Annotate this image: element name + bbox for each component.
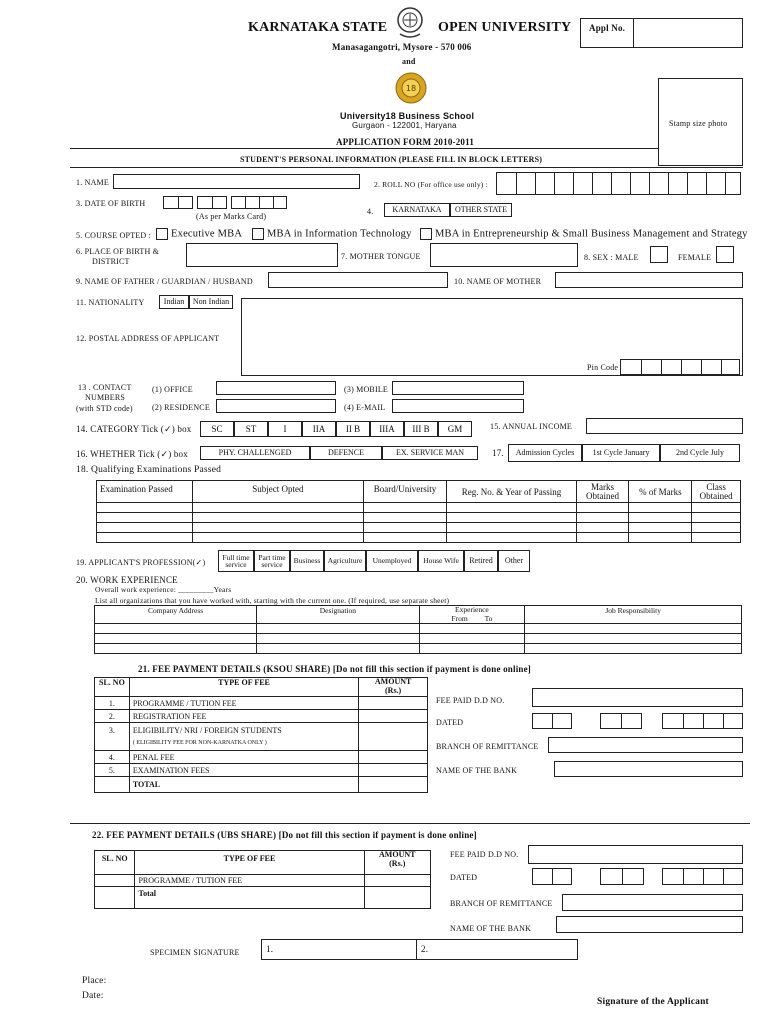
item17-label: 17.	[492, 448, 504, 458]
table-row[interactable]: Total	[95, 887, 431, 909]
school-name: University18 Business School	[340, 111, 475, 121]
nationality-label: 11. NATIONALITY	[76, 298, 145, 307]
course-opted-label: 5. COURSE OPTED :	[76, 231, 151, 240]
annual-income-label: 15. ANNUAL INCOME	[490, 422, 572, 431]
signature-field-1[interactable]	[261, 939, 417, 960]
postal-address-label: 12. POSTAL ADDRESS OF APPLICANT	[76, 334, 220, 343]
table-row[interactable]	[95, 644, 742, 654]
karnataka-option[interactable]: KARNATAKA	[384, 203, 450, 217]
work-header-experience	[419, 606, 525, 624]
tick-icon: ✓	[195, 558, 203, 567]
qual-header-regno: Reg. No. & Year of Passing	[447, 481, 576, 503]
work-experience-label: 20. WORK EXPERIENCE	[76, 575, 178, 585]
father-name-field[interactable]	[268, 272, 448, 288]
sex-label: 8. SEX : MALE	[584, 253, 639, 262]
category-st[interactable]: ST	[234, 421, 268, 437]
course-option-executive-mba[interactable]: Executive MBA	[156, 228, 242, 240]
table-row[interactable]: TOTAL	[95, 777, 428, 793]
fee21-date-year[interactable]	[662, 713, 743, 729]
fee21-bank-field[interactable]	[554, 761, 743, 777]
table-row[interactable]: 4. PENAL FEE	[95, 751, 428, 764]
school-address: Gurgaon - 122001, Haryana	[352, 121, 457, 130]
dob-day-field[interactable]	[163, 196, 193, 209]
dob-year-field[interactable]	[231, 196, 287, 209]
fee21-dd-field[interactable]	[532, 688, 743, 707]
office-label: (1) OFFICE	[152, 385, 193, 394]
annual-income-field[interactable]	[586, 418, 743, 434]
contact-label-2: NUMBERS	[85, 393, 126, 402]
dob-month-field[interactable]	[197, 196, 227, 209]
qual-header-marks: Marks Obtained	[576, 481, 629, 503]
category-label: 14. CATEGORY Tick (✓) box	[76, 424, 192, 434]
fee21-branch-label: BRANCH OF REMITTANCE	[436, 742, 539, 751]
signature-1-label: 1.	[266, 944, 274, 954]
table-row[interactable]	[97, 513, 741, 523]
email-label: (4) E-MAIL	[344, 403, 386, 412]
list-organizations-label: List all organizations that you have worked with, starting with the current one. (If required, use separate sheet)	[95, 596, 450, 605]
profession-retired[interactable]: Retired	[464, 550, 498, 572]
dob-note: (As per Marks Card)	[196, 212, 267, 221]
qual-header-exam: Examination Passed	[97, 481, 193, 503]
section-divider	[70, 167, 743, 168]
fee22-branch-field[interactable]	[562, 894, 743, 911]
fee22-header-type: TYPE OF FEE	[135, 851, 364, 875]
signature-2-label: 2.	[421, 944, 429, 954]
fee21-table	[94, 677, 428, 793]
appl-no-label: Appl No.	[589, 23, 626, 33]
profession-business[interactable]: Business	[290, 550, 324, 572]
table-row[interactable]	[97, 503, 741, 513]
qual-header-subject: Subject Opted	[193, 481, 364, 503]
contact-label-3: (with STD code)	[76, 404, 133, 413]
email-field[interactable]	[392, 399, 524, 413]
qual-header-percent: % of Marks	[629, 481, 692, 503]
table-row[interactable]: 1. PROGRAMME / TUTION FEE	[95, 697, 428, 710]
qualifying-label: 18. Qualifying Examinations Passed	[76, 465, 222, 475]
category-iib[interactable]: II B	[336, 421, 370, 437]
fee22-table	[94, 850, 431, 909]
profession-full-time[interactable]: Full time service	[218, 550, 254, 572]
section-heading: STUDENT'S PERSONAL INFORMATION (PLEASE FILL IN BLOCK LETTERS)	[240, 155, 543, 164]
place-of-birth-field[interactable]	[186, 243, 338, 267]
fee22-header-amount: AMOUNT (Rs.)	[364, 851, 430, 875]
work-header-company: Company Address	[95, 606, 257, 624]
table-row[interactable]	[97, 523, 741, 533]
qualification-table	[96, 480, 741, 543]
pin-code-label: Pin Code	[587, 363, 619, 372]
fee22-header-sl: SL. NO	[95, 851, 135, 875]
profession-house-wife[interactable]: House Wife	[418, 550, 464, 572]
fee22-date-day[interactable]	[532, 868, 572, 885]
university-title-right: OPEN UNIVERSITY	[438, 20, 572, 35]
photo-box[interactable]	[658, 78, 743, 166]
ex-serviceman-option[interactable]: EX. SERVICE MAN	[382, 446, 478, 460]
phy-challenged-option[interactable]: PHY. CHALLENGED	[200, 446, 310, 460]
table-row[interactable]: 3. ELIGIBILITY/ NRI / FOREIGN STUDENTS ( ELIGIBILITY FEE FOR NON-KARNATKA ONLY )	[95, 723, 428, 751]
table-row[interactable]: 2. REGISTRATION FEE	[95, 710, 428, 723]
fee22-dated-label: DATED	[450, 873, 478, 882]
table-row[interactable]: 5. EXAMINATION FEES	[95, 764, 428, 777]
experience-label: Experience	[455, 605, 489, 615]
male-checkbox[interactable]	[650, 246, 668, 263]
other-state-option[interactable]: OTHER STATE	[450, 203, 512, 217]
fee21-dd-label: FEE PAID D.D NO.	[436, 696, 505, 705]
university-address: Manasagangotri, Mysore - 570 006	[332, 42, 472, 52]
mobile-field[interactable]	[392, 381, 524, 395]
profession-other[interactable]: Other	[498, 550, 530, 572]
from-label: From	[451, 613, 468, 623]
to-label: To	[484, 613, 493, 623]
profession-part-time[interactable]: Part time service	[254, 550, 290, 572]
place-label: Place:	[82, 976, 107, 986]
ksou-emblem-icon	[396, 6, 424, 40]
father-name-label: 9. NAME OF FATHER / GUARDIAN / HUSBAND	[76, 277, 253, 286]
mother-tongue-field[interactable]	[430, 243, 578, 267]
photo-label: Stamp size photo	[669, 119, 728, 128]
overall-experience-label: Overall work experience: _________Years	[95, 585, 232, 594]
residence-label: (2) RESIDENCE	[152, 403, 210, 412]
item4-label: 4.	[367, 207, 374, 216]
table-row[interactable]: PROGRAMME / TUTION FEE	[95, 875, 431, 887]
place-of-birth-label-2: DISTRICT	[92, 257, 130, 266]
fee22-bank-field[interactable]	[556, 916, 743, 933]
fee21-header-amount: AMOUNT (Rs.)	[359, 678, 428, 697]
specimen-signature-label: SPECIMEN SIGNATURE	[150, 948, 240, 957]
mother-name-field[interactable]	[555, 272, 743, 288]
fee21-bank-label: NAME OF THE BANK	[436, 766, 518, 775]
fee22-date-month[interactable]	[600, 868, 644, 885]
ubs-logo-icon	[394, 70, 428, 106]
fee21-date-day[interactable]	[532, 713, 572, 729]
category-i[interactable]: I	[268, 421, 302, 437]
tick-icon: ✓	[160, 449, 169, 459]
contact-label: 13 . CONTACT	[78, 383, 132, 392]
fee21-header-type: TYPE OF FEE	[129, 678, 358, 697]
office-phone-field[interactable]	[216, 381, 336, 395]
work-header-designation: Designation	[257, 606, 419, 624]
executive-mba-checkbox[interactable]	[156, 228, 168, 240]
work-experience-table	[94, 605, 742, 654]
female-checkbox[interactable]	[716, 246, 734, 263]
mobile-label: (3) MOBILE	[344, 385, 388, 394]
mother-tongue-label: 7. MOTHER TONGUE	[341, 252, 421, 261]
applicant-signature-label: Signature of the Applicant	[597, 997, 709, 1007]
table-row[interactable]	[95, 634, 742, 644]
cycle-january-option[interactable]: 1st Cycle January	[582, 444, 660, 462]
fee22-title: 22. FEE PAYMENT DETAILS (UBS SHARE) [Do not fill this section if payment is done online]	[92, 830, 477, 840]
qual-header-board: Board/University	[363, 481, 447, 503]
category-sc[interactable]: SC	[200, 421, 234, 437]
fee-divider	[70, 823, 750, 824]
course-option-mba-it[interactable]: MBA in Information Technology	[252, 228, 412, 240]
profession-unemployed[interactable]: Unemployed	[366, 550, 418, 572]
category-iia[interactable]: IIA	[302, 421, 336, 437]
work-header-responsibility: Job Responsibility	[525, 606, 742, 624]
university-title-left: KARNATAKA STATE	[248, 20, 388, 35]
header-divider	[70, 148, 658, 149]
fee22-branch-label: BRANCH OF REMITTANCE	[450, 899, 553, 908]
and-label: and	[402, 57, 416, 66]
non-indian-option[interactable]: Non Indian	[189, 295, 233, 309]
female-label: FEMALE	[678, 253, 712, 262]
roll-no-field[interactable]	[496, 172, 741, 195]
profession-label: 19. APPLICANT'S PROFESSION(✓)	[76, 558, 206, 567]
appl-no-field[interactable]	[580, 18, 743, 48]
fee21-branch-field[interactable]	[548, 737, 743, 753]
fee21-title: 21. FEE PAYMENT DETAILS (KSOU SHARE) [Do not fill this section if payment is done online]	[138, 664, 532, 674]
form-title: APPLICATION FORM 2010-2011	[336, 137, 475, 147]
place-of-birth-label: 6. PLACE OF BIRTH &	[76, 247, 160, 256]
mother-name-label: 10. NAME OF MOTHER	[454, 277, 542, 286]
cycle-july-option[interactable]: 2nd Cycle July	[660, 444, 740, 462]
profession-agriculture[interactable]: Agriculture	[324, 550, 366, 572]
defence-option[interactable]: DEFENCE	[310, 446, 382, 460]
whether-label: 16. WHETHER Tick (✓) box	[76, 449, 188, 459]
course-option-mba-entrepreneurship[interactable]: MBA in Entrepreneurship & Small Business Management and Strategy	[420, 228, 748, 240]
name-field[interactable]	[113, 174, 360, 189]
qual-header-class: Class Obtained	[692, 481, 741, 503]
fee21-header-sl: SL. NO	[95, 678, 130, 697]
fee22-dd-field[interactable]	[528, 845, 743, 864]
mba-it-checkbox[interactable]	[252, 228, 264, 240]
indian-option[interactable]: Indian	[159, 295, 189, 309]
pin-code-field[interactable]	[620, 359, 740, 375]
name-label: 1. NAME	[76, 178, 109, 187]
fee21-dated-label: DATED	[436, 718, 464, 727]
category-iiib[interactable]: III B	[404, 421, 438, 437]
roll-no-label: 2. ROLL NO (For office use only) :	[374, 180, 488, 189]
fee22-date-year[interactable]	[662, 868, 743, 885]
category-iiia[interactable]: IIIA	[370, 421, 404, 437]
admission-cycles-label: Admission Cycles	[508, 444, 582, 462]
fee22-bank-label: NAME OF THE BANK	[450, 924, 532, 933]
fee21-date-month[interactable]	[600, 713, 642, 729]
signature-field-2[interactable]	[416, 939, 578, 960]
svg-text:18: 18	[405, 84, 417, 93]
tick-icon: ✓	[163, 424, 172, 434]
residence-phone-field[interactable]	[216, 399, 336, 413]
table-row[interactable]	[97, 533, 741, 543]
dob-label: 3. DATE OF BIRTH	[76, 199, 146, 208]
date-label: Date:	[82, 991, 104, 1001]
category-gm[interactable]: GM	[438, 421, 472, 437]
mba-entrepreneurship-checkbox[interactable]	[420, 228, 432, 240]
fee22-dd-label: FEE PAID D.D NO.	[450, 850, 519, 859]
table-row[interactable]	[95, 624, 742, 634]
